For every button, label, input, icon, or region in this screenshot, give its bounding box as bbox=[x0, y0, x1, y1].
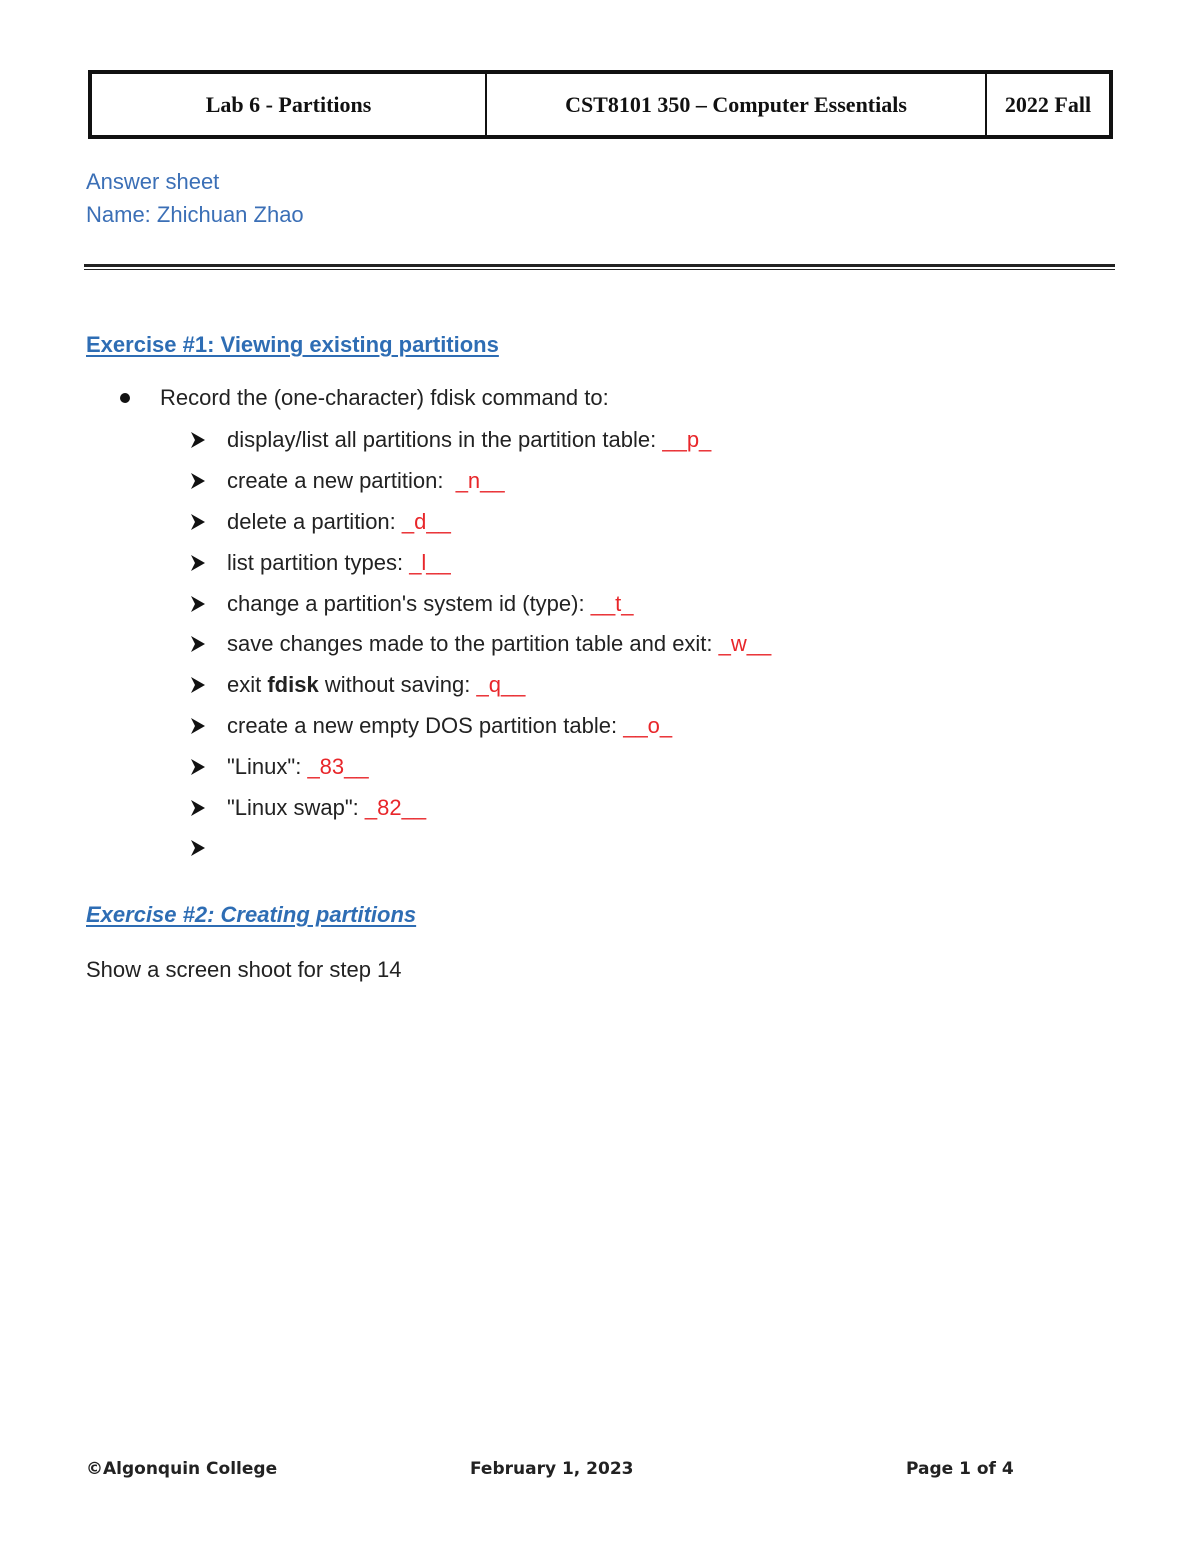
list-item bbox=[190, 542, 771, 583]
list-item bbox=[190, 420, 771, 461]
list-item bbox=[190, 787, 771, 828]
page-total: 4 bbox=[1001, 1459, 1014, 1479]
arrowhead-icon bbox=[190, 799, 227, 817]
item-text: change a partition's system id (type): bbox=[227, 590, 591, 616]
item-text: without saving: bbox=[318, 672, 477, 698]
term: 2022 Fall bbox=[1004, 91, 1092, 117]
arrowhead-icon bbox=[190, 472, 227, 490]
footer-page-number bbox=[906, 1459, 1014, 1479]
answer-sheet-label: Answer sheet bbox=[86, 169, 220, 194]
item-answer: __p_ bbox=[662, 427, 712, 453]
item-answer: _w__ bbox=[718, 631, 772, 657]
item-text: create a new partition: bbox=[227, 468, 456, 494]
arrowhead-icon bbox=[190, 635, 227, 653]
arrowhead-icon bbox=[190, 595, 227, 613]
fdisk-command-list bbox=[190, 420, 771, 869]
item-answer: _n__ bbox=[455, 468, 505, 494]
divider-thick bbox=[84, 264, 1115, 267]
arrowhead-icon bbox=[190, 554, 227, 572]
list-item bbox=[190, 665, 771, 706]
exercise-1-heading: Exercise #1: Viewing existing partitions bbox=[86, 332, 499, 357]
footer-copyright: ©Algonquin College bbox=[86, 1459, 278, 1479]
list-item bbox=[190, 828, 771, 869]
list-item bbox=[190, 502, 771, 543]
list-item bbox=[190, 706, 771, 747]
list-item bbox=[190, 624, 771, 665]
item-answer: _83__ bbox=[307, 753, 369, 779]
page-label: Page bbox=[906, 1459, 960, 1479]
bullet-text: Record the (one-character) fdisk command to: bbox=[160, 385, 609, 410]
item-command: fdisk bbox=[267, 672, 319, 698]
arrowhead-icon bbox=[190, 839, 227, 857]
item-text: create a new empty DOS partition table: bbox=[227, 712, 624, 738]
item-text: display/list all partitions in the partition table: bbox=[227, 427, 663, 453]
arrowhead-icon bbox=[190, 717, 227, 735]
lab-title: Lab 6 - Partitions bbox=[92, 74, 487, 135]
student-name: Name: Zhichuan Zhao bbox=[86, 202, 304, 227]
bullet-icon bbox=[120, 393, 130, 403]
exercise-2-instructions: Show a screen shoot for step 14 bbox=[86, 957, 402, 982]
page-of: of bbox=[970, 1459, 1002, 1479]
item-text: exit bbox=[227, 672, 268, 698]
arrowhead-icon bbox=[190, 676, 227, 694]
divider-thin bbox=[84, 269, 1115, 270]
item-text: list partition types: bbox=[227, 549, 410, 575]
arrowhead-icon bbox=[190, 431, 227, 449]
arrowhead-icon bbox=[190, 758, 227, 776]
list-item bbox=[190, 583, 771, 624]
item-text: "Linux swap": bbox=[227, 794, 365, 820]
arrowhead-icon bbox=[190, 513, 227, 531]
item-answer: __o_ bbox=[623, 712, 673, 738]
list-item bbox=[190, 746, 771, 787]
item-answer: _d__ bbox=[401, 508, 451, 534]
footer-date: February 1, 2023 bbox=[470, 1459, 634, 1479]
item-text: save changes made to the partition table and exit: bbox=[227, 631, 719, 657]
item-answer: _q__ bbox=[476, 672, 526, 698]
item-answer: _82__ bbox=[364, 794, 427, 820]
item-answer: _l__ bbox=[409, 549, 451, 575]
exercise-2-heading: Exercise #2: Creating partitions bbox=[86, 902, 417, 927]
header-table bbox=[88, 70, 1113, 139]
item-text: delete a partition: bbox=[227, 508, 402, 534]
course-name: CST8101 350 – Computer Essentials bbox=[487, 74, 987, 135]
item-answer: __t_ bbox=[590, 590, 634, 616]
page-current: 1 bbox=[959, 1459, 971, 1479]
list-item bbox=[190, 461, 771, 502]
exercise-1-bullet bbox=[116, 385, 609, 411]
item-text: "Linux": bbox=[227, 753, 308, 779]
